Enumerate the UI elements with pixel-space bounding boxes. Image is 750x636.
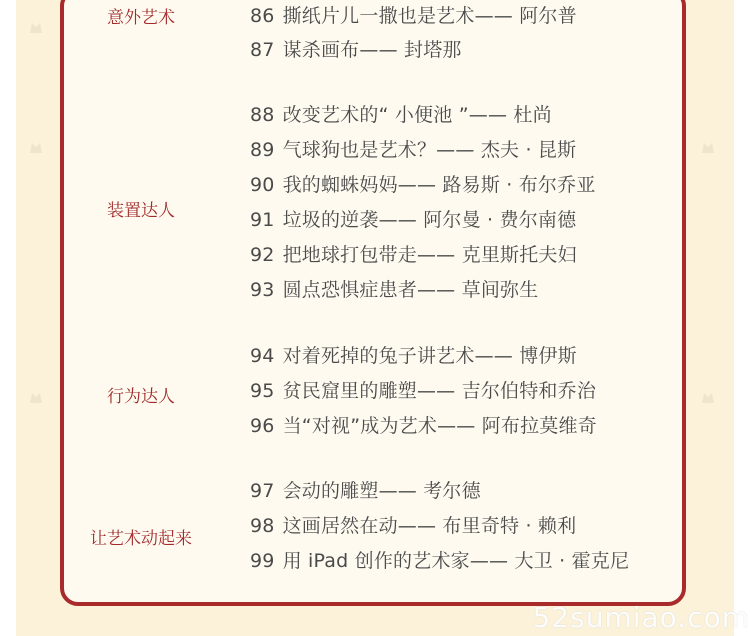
chapter-number: 94 <box>250 345 275 367</box>
chapter-title: 我的蜘蛛妈妈—— 路易斯 · 布尔乔亚 <box>282 174 596 196</box>
toc-entry[interactable] <box>250 477 481 505</box>
chapter-number: 96 <box>250 415 275 437</box>
chapter-title: 会动的雕塑—— 考尔德 <box>282 480 481 502</box>
chapter-title: 当“对视”成为艺术—— 阿布拉莫维奇 <box>282 415 597 437</box>
category-label: 让艺术动起来 <box>90 529 192 549</box>
chapter-title: 对着死掉的兔子讲艺术—— 博伊斯 <box>282 345 577 367</box>
toc-entry[interactable] <box>250 412 597 440</box>
toc-entry[interactable] <box>250 342 577 370</box>
chapter-title: 圆点恐惧症患者—— 草间弥生 <box>282 279 539 301</box>
category-label: 行为达人 <box>107 387 175 407</box>
background-decoration-icon <box>700 140 716 154</box>
background-decoration-icon <box>28 390 44 404</box>
toc-entry[interactable] <box>250 136 576 164</box>
chapter-title: 用 iPad 创作的艺术家—— 大卫 · 霍克尼 <box>282 550 630 572</box>
toc-entry[interactable] <box>250 171 596 199</box>
toc-entry[interactable] <box>250 2 577 30</box>
chapter-title: 把地球打包带走—— 克里斯托夫妇 <box>282 244 577 266</box>
chapter-number: 88 <box>250 104 275 126</box>
toc-entry[interactable] <box>250 377 596 405</box>
chapter-title: 谋杀画布—— 封塔那 <box>282 39 462 61</box>
background-decoration-icon <box>28 140 44 154</box>
background-decoration-icon <box>28 20 44 34</box>
chapter-number: 97 <box>250 480 275 502</box>
chapter-number: 98 <box>250 515 275 537</box>
chapter-title: 撕纸片儿一撒也是艺术—— 阿尔普 <box>282 5 577 27</box>
toc-entry[interactable] <box>250 547 629 575</box>
chapter-title: 贫民窟里的雕塑—— 吉尔伯特和乔治 <box>282 380 597 402</box>
chapter-title: 气球狗也是艺术？—— 杰夫 · 昆斯 <box>282 139 577 161</box>
chapter-number: 87 <box>250 39 275 61</box>
toc-entry[interactable] <box>250 101 552 129</box>
chapter-title: 改变艺术的“ 小便池 ”—— 杜尚 <box>282 104 552 126</box>
chapter-title: 垃圾的逆袭—— 阿尔曼 · 费尔南德 <box>282 209 577 231</box>
toc-entry[interactable] <box>250 206 576 234</box>
chapter-number: 99 <box>250 550 275 572</box>
chapter-number: 92 <box>250 244 275 266</box>
category-label: 装置达人 <box>107 201 175 221</box>
chapter-title: 这画居然在动—— 布里奇特 · 赖利 <box>282 515 577 537</box>
site-watermark: 52sumiao.com <box>532 601 750 634</box>
chapter-number: 90 <box>250 174 275 196</box>
category-label: 意外艺术 <box>107 8 175 28</box>
chapter-number: 91 <box>250 209 275 231</box>
chapter-number: 93 <box>250 279 275 301</box>
toc-entry[interactable] <box>250 36 462 64</box>
chapter-number: 86 <box>250 5 275 27</box>
toc-entry[interactable] <box>250 276 538 304</box>
chapter-number: 95 <box>250 380 275 402</box>
chapter-number: 89 <box>250 139 275 161</box>
toc-entry[interactable] <box>250 512 576 540</box>
background-decoration-icon <box>700 390 716 404</box>
toc-entry[interactable] <box>250 241 577 269</box>
